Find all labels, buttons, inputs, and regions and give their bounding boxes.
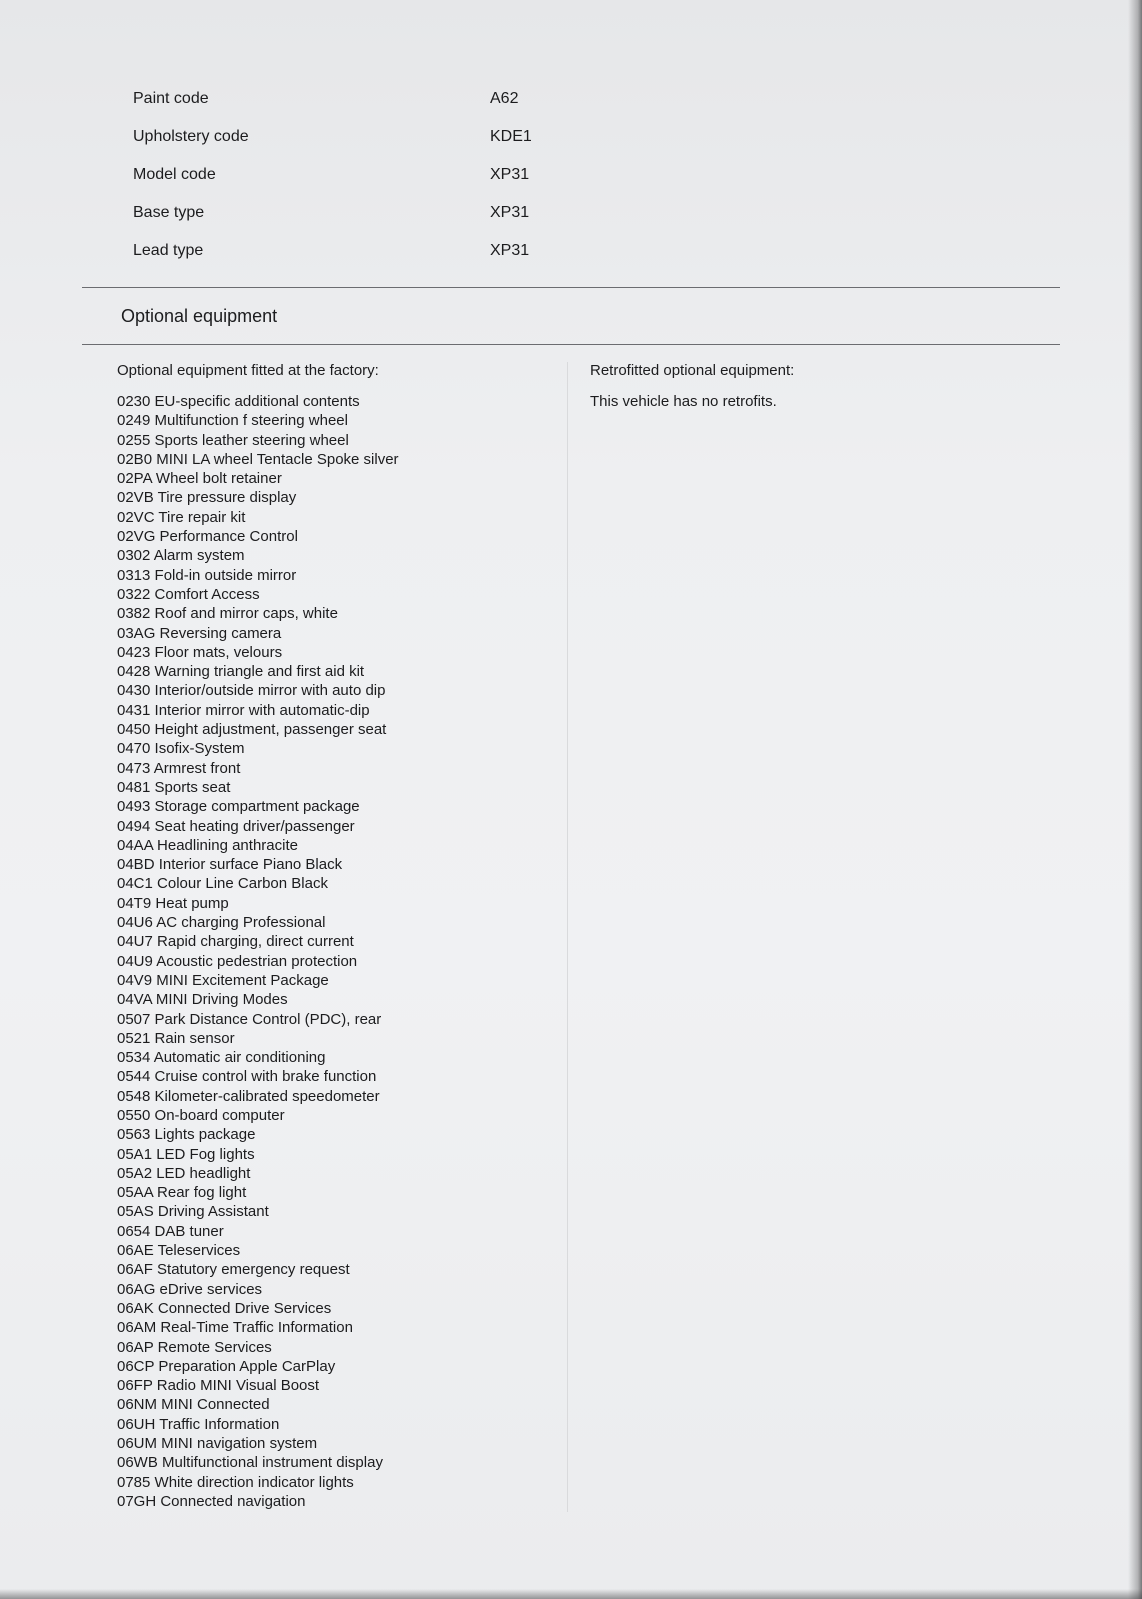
equipment-item: 0548 Kilometer-calibrated speedometer xyxy=(117,1087,380,1105)
equipment-item: 0785 White direction indicator lights xyxy=(117,1473,354,1491)
equipment-item: 0428 Warning triangle and first aid kit xyxy=(117,663,365,681)
row-value: XP31 xyxy=(490,166,530,183)
equipment-item: 0563 Lights package xyxy=(117,1126,256,1144)
divider-line xyxy=(82,344,1060,345)
retrofit-equipment-text: This vehicle has no retrofits. xyxy=(590,393,777,410)
row-label: Base type xyxy=(133,204,205,221)
equipment-item: 0249 Multifunction f steering wheel xyxy=(117,412,348,430)
paper-edge-shadow xyxy=(1128,0,1142,1599)
equipment-item: 0430 Interior/outside mirror with auto dip xyxy=(117,682,386,700)
row-value: XP31 xyxy=(490,204,530,221)
equipment-item: 0534 Automatic air conditioning xyxy=(117,1049,326,1067)
equipment-item: 0550 On-board computer xyxy=(117,1106,285,1124)
equipment-item: 0473 Armrest front xyxy=(117,759,241,777)
equipment-item: 05A1 LED Fog lights xyxy=(117,1145,255,1163)
retrofit-equipment-heading: Retrofitted optional equipment: xyxy=(590,362,795,379)
equipment-item: 07GH Connected navigation xyxy=(117,1492,306,1510)
equipment-item: 0544 Cruise control with brake function xyxy=(117,1068,377,1086)
equipment-item: 0230 EU-specific additional contents xyxy=(117,393,360,410)
equipment-item: 06WB Multifunctional instrument display xyxy=(117,1454,383,1472)
equipment-item: 04T9 Heat pump xyxy=(117,894,229,912)
equipment-item: 0255 Sports leather steering wheel xyxy=(117,431,349,449)
column-divider xyxy=(567,362,568,1512)
equipment-item: 06UH Traffic Information xyxy=(117,1415,280,1433)
equipment-item: 0521 Rain sensor xyxy=(117,1029,235,1047)
equipment-item: 0481 Sports seat xyxy=(117,778,231,796)
equipment-item: 0450 Height adjustment, passenger seat xyxy=(117,721,387,739)
equipment-item: 06UM MINI navigation system xyxy=(117,1435,318,1453)
equipment-item: 0322 Comfort Access xyxy=(117,585,260,603)
section-heading: Optional equipment xyxy=(121,306,278,326)
factory-equipment-list xyxy=(117,392,557,1511)
equipment-item: 06AF Statutory emergency request xyxy=(117,1261,350,1279)
equipment-item: 02PA Wheel bolt retainer xyxy=(117,470,282,488)
equipment-item: 0302 Alarm system xyxy=(117,547,245,565)
equipment-item: 0431 Interior mirror with automatic-dip xyxy=(117,701,370,719)
vehicle-data-row xyxy=(133,200,693,238)
equipment-item: 04U6 AC charging Professional xyxy=(117,914,326,932)
equipment-item: 05AA Rear fog light xyxy=(117,1184,247,1202)
equipment-item: 04V9 MINI Excitement Package xyxy=(117,971,329,989)
equipment-item: 0382 Roof and mirror caps, white xyxy=(117,605,338,623)
equipment-item: 05AS Driving Assistant xyxy=(117,1203,269,1221)
row-label: Upholstery code xyxy=(133,128,249,145)
equipment-item: 04VA MINI Driving Modes xyxy=(117,991,288,1009)
row-label: Model code xyxy=(133,166,216,183)
row-value: A62 xyxy=(490,90,519,107)
equipment-item: 05A2 LED headlight xyxy=(117,1164,251,1182)
vehicle-data-row xyxy=(133,238,693,276)
equipment-item: 04U7 Rapid charging, direct current xyxy=(117,933,354,951)
vehicle-data-row xyxy=(133,124,693,162)
equipment-item: 02VC Tire repair kit xyxy=(117,508,246,526)
vehicle-data-row xyxy=(133,162,693,200)
equipment-item: 0423 Floor mats, velours xyxy=(117,643,283,661)
equipment-item: 06AP Remote Services xyxy=(117,1338,272,1356)
divider-line xyxy=(82,287,1060,288)
equipment-item: 06AK Connected Drive Services xyxy=(117,1299,332,1317)
vehicle-data-row xyxy=(133,86,693,124)
vehicle-data-table xyxy=(133,86,693,276)
equipment-item: 02B0 MINI LA wheel Tentacle Spoke silver xyxy=(117,450,399,468)
equipment-item: 02VG Performance Control xyxy=(117,528,298,546)
equipment-item: 0493 Storage compartment package xyxy=(117,798,360,816)
equipment-item: 06AM Real-Time Traffic Information xyxy=(117,1319,353,1337)
equipment-item: 04AA Headlining anthracite xyxy=(117,836,298,854)
row-value: KDE1 xyxy=(490,128,532,145)
paper-edge-shadow xyxy=(0,1589,1142,1599)
row-label: Paint code xyxy=(133,90,209,107)
equipment-item: 03AG Reversing camera xyxy=(117,624,282,642)
retrofit-equipment-column xyxy=(590,362,1040,410)
equipment-item: 04U9 Acoustic pedestrian protection xyxy=(117,952,358,970)
equipment-item: 0313 Fold-in outside mirror xyxy=(117,566,297,584)
equipment-item: 0654 DAB tuner xyxy=(117,1222,224,1240)
equipment-item: 04BD Interior surface Piano Black xyxy=(117,856,343,874)
equipment-item: 06FP Radio MINI Visual Boost xyxy=(117,1377,320,1395)
row-label: Lead type xyxy=(133,242,204,259)
equipment-item: 06NM MINI Connected xyxy=(117,1396,270,1414)
equipment-item: 06AE Teleservices xyxy=(117,1242,241,1260)
equipment-item: 0507 Park Distance Control (PDC), rear xyxy=(117,1010,382,1028)
equipment-item: 02VB Tire pressure display xyxy=(117,489,297,507)
equipment-item: 04C1 Colour Line Carbon Black xyxy=(117,875,328,893)
row-value: XP31 xyxy=(490,242,530,259)
equipment-item: 0494 Seat heating driver/passenger xyxy=(117,817,355,835)
equipment-item: 06AG eDrive services xyxy=(117,1280,263,1298)
equipment-item: 0470 Isofix-System xyxy=(117,740,245,758)
factory-equipment-column xyxy=(117,362,557,1511)
equipment-item: 06CP Preparation Apple CarPlay xyxy=(117,1357,336,1375)
factory-equipment-heading: Optional equipment fitted at the factory: xyxy=(117,362,379,379)
